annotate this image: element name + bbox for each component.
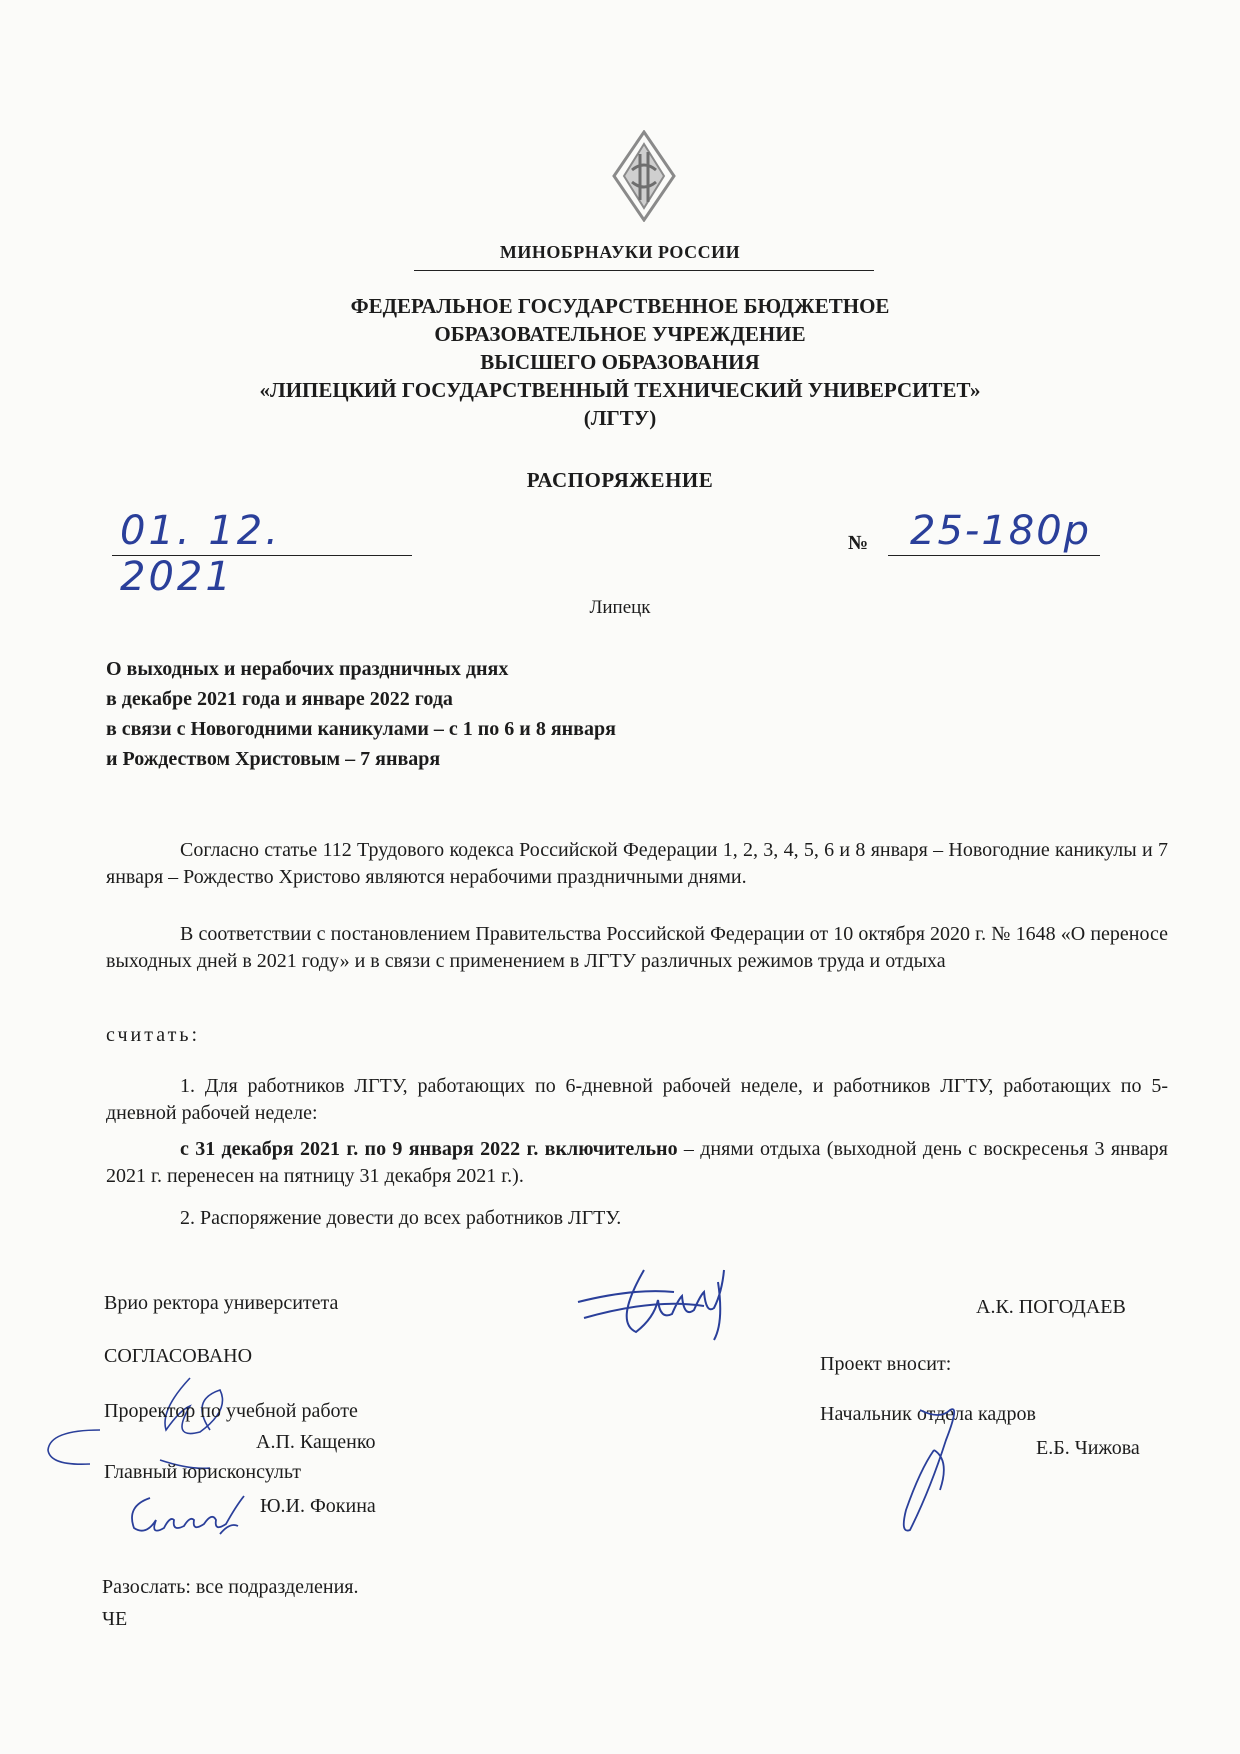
executor-initials: ЧЕ [102,1608,128,1630]
document-date: 01. 12. 2021 [120,508,281,600]
date-underline [112,555,412,556]
org-line: ОБРАЗОВАТЕЛЬНОЕ УЧРЕЖДЕНИЕ [434,322,806,346]
document-number: 25-180р [910,508,1092,554]
prorector-name: А.П. Кащенко [256,1431,376,1453]
hr-head-role: Начальник отдела кадров [820,1403,1036,1425]
chief-lawyer-signature [120,1486,260,1546]
ministry-name: МИНОБРНАУКИ РОССИИ [499,242,741,262]
paragraph-government-decree: В соответствии с постановлением Правительства Российской Федерации от 10 октября 2020 г. № 1648 «О переносе выходных дней в 2021 году» и в связи с применением в ЛГТУ различных режимов труда и отдыха [106,923,1168,972]
document-subject [106,654,866,774]
number-underline [888,555,1100,556]
org-line: (ЛГТУ) [583,406,657,430]
chief-lawyer-role: Главный юрисконсульт [104,1461,301,1483]
agreed-heading: СОГЛАСОВАНО [104,1345,253,1367]
org-line: ФЕДЕРАЛЬНОЕ ГОСУДАРСТВЕННОЕ БЮДЖЕТНОЕ [350,294,890,318]
paragraph-rest-days [106,1136,1168,1190]
rest-period-details: – днями отдыха (выходной день с воскресенья 3 января 2021 г. перенесен на пятницу 31 декабря 2021 г.). [106,1138,1168,1187]
paragraph-item-1: 1. Для работников ЛГТУ, работающих по 6-дневной рабочей неделе, и работников ЛГТУ, работающих по 5-дневной рабочей неделе: [106,1075,1168,1124]
number-label: № [848,532,869,554]
hr-head-name: Е.Б. Чижова [1036,1437,1140,1459]
subject-line: и Рождеством Христовым – 7 января [106,748,441,770]
city: Липецк [589,597,651,618]
paragraph-item-2: 2. Распоряжение довести до всех работников ЛГТУ. [180,1207,622,1229]
ministry-emblem-logo [612,130,676,222]
resolution-word: считать: [106,1024,200,1046]
subject-line: в связи с Новогодними каникулами – с 1 по 6 и 8 января [106,718,616,740]
submitted-by-label: Проект вносит: [820,1353,952,1375]
rector-name: А.К. ПОГОДАЕВ [976,1296,1126,1318]
organization-title [0,292,1240,432]
subject-line: в декабре 2021 года и январе 2022 года [106,688,453,710]
chief-lawyer-name: Ю.И. Фокина [260,1495,376,1517]
document-type: РАСПОРЯЖЕНИЕ [526,468,714,492]
org-line: ВЫСШЕГО ОБРАЗОВАНИЯ [480,350,760,374]
header-divider [414,270,874,271]
distribution-note: Разослать: все подразделения. [102,1576,359,1598]
hr-head-signature [890,1400,980,1540]
rest-period-bold: с 31 декабря 2021 г. по 9 января 2022 г. включительно [180,1138,678,1160]
rector-role: Врио ректора университета [104,1292,339,1314]
paragraph-law-basis: Согласно статье 112 Трудового кодекса Российской Федерации 1, 2, 3, 4, 5, 6 и 8 января – Новогодние каникулы и 7 января – Рождество Христово являются нерабочими праздничными днями. [106,839,1168,888]
subject-line: О выходных и нерабочих праздничных днях [106,658,509,680]
prorector-role: Проректор по учебной работе [104,1400,358,1422]
org-line: «ЛИПЕЦКИЙ ГОСУДАРСТВЕННЫЙ ТЕХНИЧЕСКИЙ УНИВЕРСИТЕТ» [259,378,981,402]
rector-signature [574,1262,754,1342]
